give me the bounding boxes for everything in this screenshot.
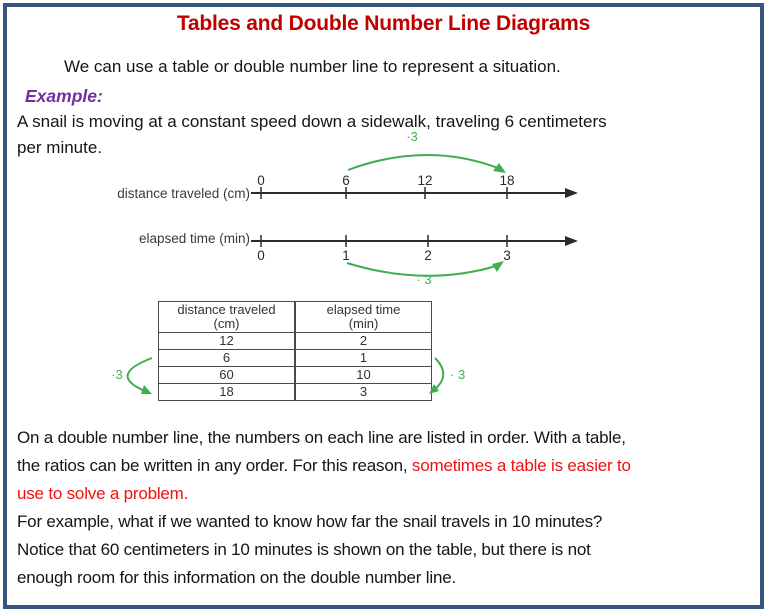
conclusion-line1: On a double number line, the numbers on each line are listed in order. With a table, (17, 428, 626, 447)
tick-label: 2 (424, 248, 432, 263)
page-title: Tables and Double Number Line Diagrams (176, 12, 591, 35)
table-cell: 6 (159, 350, 296, 367)
tick-label: 6 (342, 173, 350, 188)
tick-label: 3 (503, 248, 511, 263)
green-arrowhead-icon (492, 261, 504, 272)
problem-text-line1: A snail is moving at a constant speed down a sidewalk, traveling 6 centimeters (17, 112, 607, 131)
tick-label: 12 (417, 173, 433, 188)
tick-label: 1 (342, 248, 350, 263)
table-cell: 18 (159, 384, 296, 401)
times-three-arrow-left (128, 358, 152, 391)
right-multiplier-label: · 3 (450, 367, 466, 382)
table-cell: 60 (159, 367, 296, 384)
distance-multiplier-label: ·3 (406, 129, 418, 144)
conclusion-line5: Notice that 60 centimeters in 10 minutes is shown on the table, but there is not (17, 540, 591, 559)
times-three-arrow-right (434, 358, 443, 390)
problem-text-line2: per minute. (17, 138, 103, 157)
table-cell: 2 (295, 333, 432, 350)
time-multiplier-label: · 3 (416, 272, 432, 287)
table-cell: 10 (295, 367, 432, 384)
conclusion-line6: enough room for this information on the double number line. (17, 568, 456, 587)
tick-label: 0 (257, 173, 265, 188)
green-arrowhead-icon (493, 163, 506, 173)
conclusion-line4: For example, what if we wanted to know how far the snail travels in 10 minutes? (17, 512, 603, 531)
intro-text: We can use a table or double number line to represent a situation. (64, 57, 561, 76)
table-multiplier-arrows (100, 330, 500, 410)
distance-line-arrowhead-icon (565, 188, 578, 198)
left-multiplier-label: ·3 (111, 367, 123, 382)
table-cell: 3 (295, 384, 432, 401)
table-header-time: elapsed time (min) (295, 302, 432, 333)
table-header-distance: distance traveled (cm) (159, 302, 296, 333)
table-header-row (159, 302, 432, 333)
table-cell: 1 (295, 350, 432, 367)
time-line-arrowhead-icon (565, 236, 578, 246)
example-label: Example: (25, 86, 103, 106)
tick-label: 0 (257, 248, 265, 263)
times-three-arrow-top (348, 155, 498, 170)
distance-line-label: distance traveled (cm) (117, 186, 250, 201)
green-arrowhead-icon (141, 385, 152, 394)
time-line-label: elapsed time (min) (138, 231, 250, 246)
conclusion-line2: the ratios can be written in any order. For this reason, sometimes a table is easier to (17, 456, 631, 475)
table-cell: 12 (159, 333, 296, 350)
double-number-line-diagram (0, 130, 767, 300)
highlighted-text: sometimes a table is easier to (411, 456, 631, 475)
conclusion-line3: use to solve a problem. (17, 484, 189, 503)
tick-label: 18 (499, 173, 515, 188)
